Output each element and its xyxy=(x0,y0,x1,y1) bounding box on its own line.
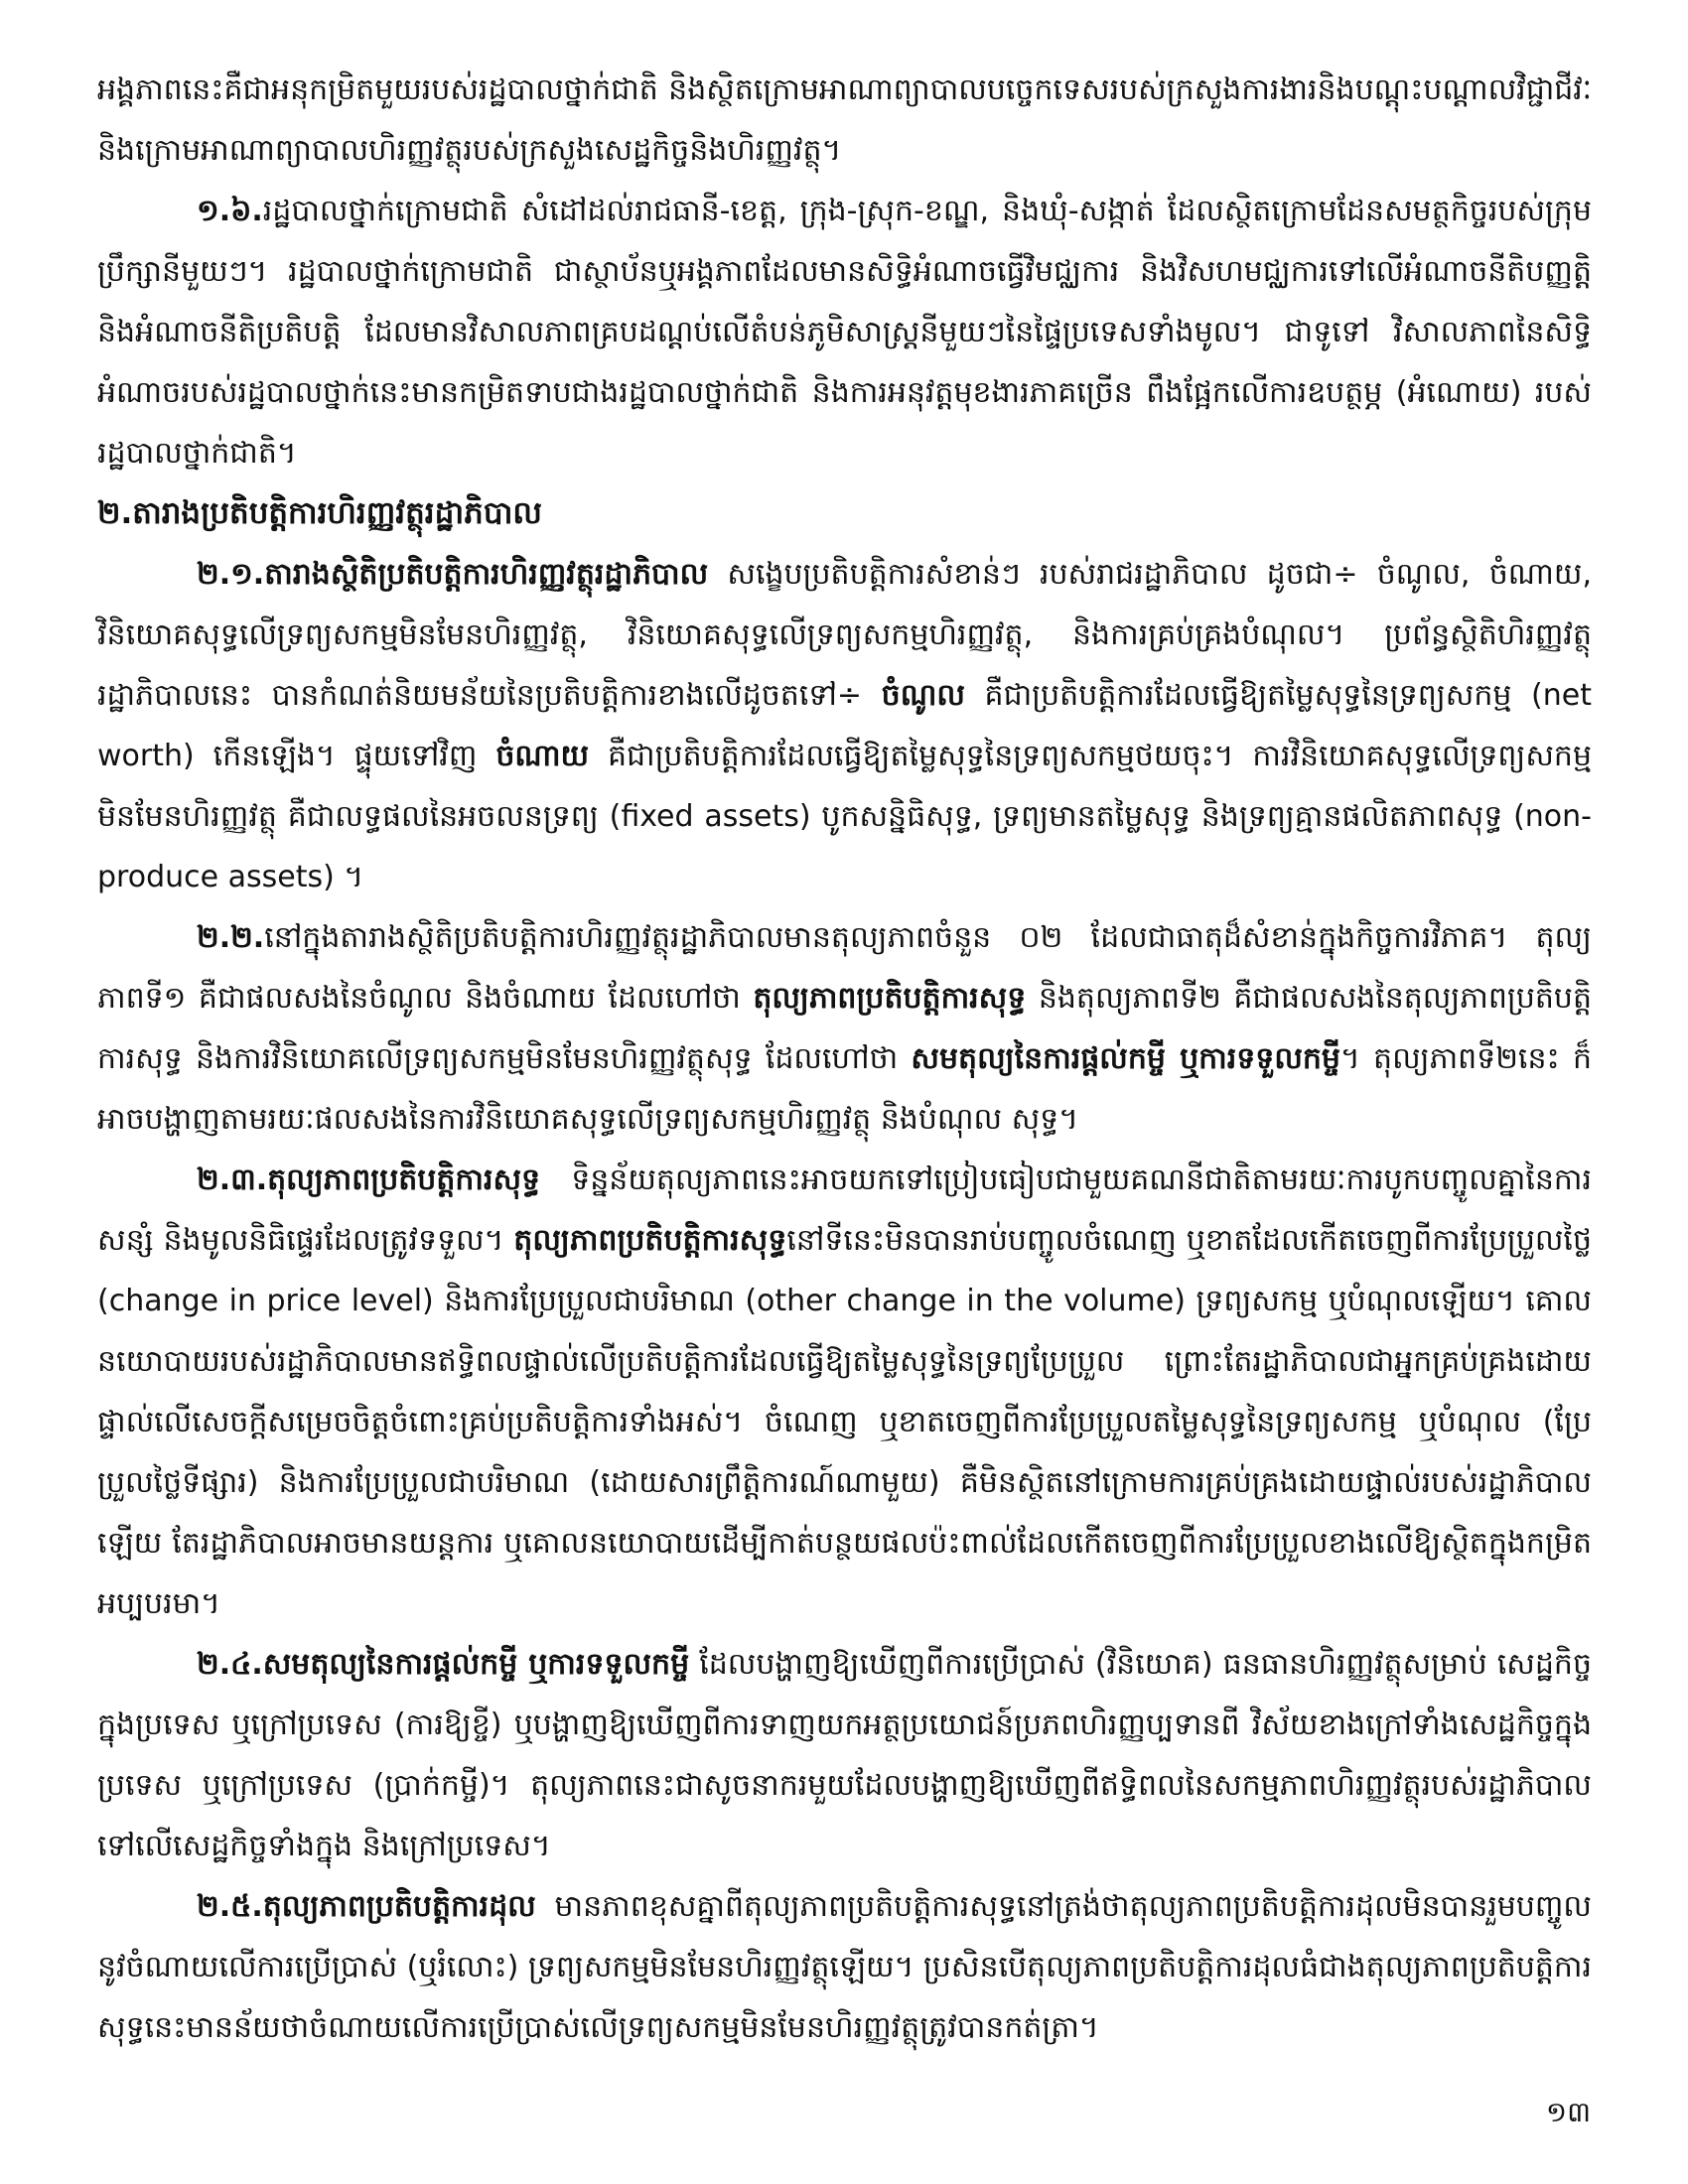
page-number: ១៣ xyxy=(1545,2096,1591,2128)
paragraph-text: គឺជាប្រតិបត្តិការដែលធ្វើឱ្យតម្លៃសុទ្ធនៃទ្រព្យសកម្មថយចុះ។ ការវិនិយោគសុទ្ធលើទ្រព្យសកម្មមិនមែនហិរញ្ញវត្ថុ គឺជាលទ្ធផលនៃអចលនទ្រព្យ (fixed assets) បូកសន្និធិសុទ្ធ, ទ្រព្យមានតម្លៃសុទ្ធ និងទ្រព្យគ្មានផលិតភាពសុទ្ធ (non-produce assets) ។ xyxy=(97,739,1592,894)
paragraph-text: គឺជាប្រតិបត្តិការដែលធ្វើឱ្យតម្លៃសុទ្ធនៃទ្រព្យសកម្ម (net worth) កើនឡើង។ ផ្ទុយទៅវិញ xyxy=(97,678,1592,773)
term-expense: ចំណាយ xyxy=(495,739,590,773)
paragraph-2-5 xyxy=(97,1876,1592,2058)
paragraph-2-2 xyxy=(97,907,1592,1150)
paragraph-text: ដែលបង្ហាញឱ្យឃើញពីការប្រើប្រាស់ (វិនិយោគ) ធនធានហិរញ្ញវត្ថុសម្រាប់ សេដ្ឋកិច្ចក្នុងប្រទេស ឬក្រៅប្រទេស (ការឱ្យខ្ចី) ឬបង្ហាញឱ្យឃើញពីការទាញយកអត្ថប្រយោជន៍ប្រភពហិរញ្ញប្បទានពី វិស័យខាងក្រៅទាំងសេដ្ឋកិច្ចក្នុងប្រទេស ឬក្រៅប្រទេស (ប្រាក់កម្ចី)។ តុល្យភាពនេះជាសូចនាករមួយដែលបង្ហាញឱ្យឃើញពីឥទ្ធិពលនៃសកម្មភាពហិរញ្ញវត្ថុរបស់រដ្ឋាភិបាលទៅលើសេដ្ឋកិច្ចទាំងក្នុង និងក្រៅប្រទេស។ xyxy=(97,1647,1592,1863)
section-title-2-1: ២.១.តារាងស្ថិតិប្រតិបត្តិការហិរញ្ញវត្ថុរដ្ឋាភិបាល xyxy=(197,557,709,592)
paragraph-text: រដ្ឋបាលថ្នាក់ក្រោមជាតិ សំដៅដល់រាជធានី-ខេត្ត, ក្រុង-ស្រុក-ខណ្ឌ, និងឃុំ-សង្កាត់ ដែលស្ថិតក្រោមដែនសមត្ថកិច្ចរបស់ក្រុមប្រឹក្សានីមួយៗ។ រដ្ឋបាលថ្នាក់ក្រោមជាតិ ជាស្ថាប័នឬអង្គភាពដែលមានសិទ្ធិអំណាចធ្វើវិមជ្ឈការ និងវិសហមជ្ឈការទៅលើអំណាចនីតិបញ្ញត្តិ និងអំណាចនីតិប្រតិបត្តិ ដែលមានវិសាលភាពគ្របដណ្តប់លើតំបន់ភូមិសាស្ត្រនីមួយៗនៃផ្ទៃប្រទេសទាំងមូល។ ជាទូទៅ វិសាលភាពនៃសិទ្ធិអំណាចរបស់រដ្ឋបាលថ្នាក់នេះមានកម្រិតទាបជាងរដ្ឋបាលថ្នាក់ជាតិ និងការអនុវត្តមុខងារភាគច្រើន ពឹងផ្អែកលើការឧបត្ថម្ភ (អំណោយ) របស់រដ្ឋបាលថ្នាក់ជាតិ។ xyxy=(97,194,1592,471)
paragraph-2-1 xyxy=(97,544,1592,907)
section-number-1-6: ១.៦. xyxy=(197,194,263,228)
paragraph-text: ។ តុល្យភាពទី២នេះ ក៏អាចបង្ហាញតាមរយៈផលសងនៃការវិនិយោគសុទ្ធលើទ្រព្យសកម្មហិរញ្ញវត្ថុ និងបំណុល សុទ្ធ។ xyxy=(97,1041,1592,1137)
term-net-lending-borrowing: សមតុល្យនៃការផ្តល់កម្ចី ឬការទទួលកម្ចី xyxy=(911,1041,1340,1076)
section-number-2-2: ២.២. xyxy=(197,920,265,955)
section-title-2-3: ២.៣.តុល្យភាពប្រតិបត្តិការសុទ្ធ xyxy=(197,1162,541,1197)
paragraph-2-4 xyxy=(97,1634,1592,1876)
paragraph-text: ទិន្នន័យតុល្យភាពនេះអាចយកទៅប្រៀបធៀបជាមួយគណនីជាតិតាមរយៈការបូកបញ្ចូលគ្នានៃការសន្សំ និងមូលនិធិផ្ទេរដែលត្រូវទទួល។ xyxy=(97,1162,1592,1258)
section-heading-2: ២.តារាងប្រតិបត្តិការហិរញ្ញវត្ថុរដ្ឋាភិបាល xyxy=(97,495,542,531)
paragraph-1-6 xyxy=(97,181,1592,483)
paragraph-text: នៅទីនេះមិនបានរាប់បញ្ចូលចំណេញ ឬខាតដែលកើតចេញពីការប្រែប្រួលថ្លៃ (change in price level) និងការប្រែប្រួលជាបរិមាណ (other change in the volume) ទ្រព្យសកម្ម ឬបំណុលឡើយ។ គោលនយោបាយរបស់រដ្ឋាភិបាលមានឥទ្ធិពលផ្ទាល់លើប្រតិបត្តិការដែលធ្វើឱ្យតម្លៃសុទ្ធនៃទ្រព្យប្រែប្រួល ព្រោះតែរដ្ឋាភិបាលជាអ្នកគ្រប់គ្រងដោយផ្ទាល់លើសេចក្តីសម្រេចចិត្តចំពោះគ្រប់ប្រតិបត្តិការទាំងអស់។ ចំណេញ ឬខាតចេញពីការប្រែប្រួលតម្លៃសុទ្ធនៃទ្រព្យសកម្ម ឬបំណុល (ប្រែប្រួលថ្លៃទីផ្សារ) និងការប្រែប្រួលជាបរិមាណ (ដោយសារព្រឹត្តិការណ៍ណាមួយ) គឺមិនស្ថិតនៅក្រោមការគ្រប់គ្រងដោយផ្ទាល់របស់រដ្ឋាភិបាលឡើយ តែរដ្ឋាភិបាលអាចមានយន្តការ ឬគោលនយោបាយដើម្បីកាត់បន្ថយផលប៉ះពាល់ដែលកើតចេញពីការប្រែប្រួលខាងលើឱ្យស្ថិតក្នុងកម្រិតអប្បបរមា។ xyxy=(97,1223,1592,1621)
paragraph-text: អង្គភាពនេះគឺជាអនុកម្រិតមួយរបស់រដ្ឋបាលថ្នាក់ជាតិ និងស្ថិតក្រោមអាណាព្យាបាលបច្ចេកទេសរបស់ក្រសួងការងារនិងបណ្តុះបណ្តាលវិជ្ជាជីវៈ និងក្រោមអាណាព្យាបាលហិរញ្ញវត្ថុរបស់ក្រសួងសេដ្ឋកិច្ចនិងហិរញ្ញវត្ថុ។ xyxy=(97,72,1592,168)
paragraph-2-3 xyxy=(97,1150,1592,1634)
paragraph-1-5-continuation xyxy=(97,60,1592,181)
paragraph-text: និងតុល្យភាពទី២ គឺជាផលសងនៃតុល្យភាពប្រតិបត្តិការសុទ្ធ និងការវិនិយោគលើទ្រព្យសកម្មមិនមែនហិរញ្ញវត្ថុសុទ្ធ ដែលហៅថា xyxy=(97,981,1592,1076)
term-revenue: ចំណូល xyxy=(881,678,965,713)
paragraph-text: មានភាពខុសគ្នាពីតុល្យភាពប្រតិបត្តិការសុទ្ធនៅត្រង់ថាតុល្យភាពប្រតិបត្តិការដុលមិនបានរួមបញ្ចូលនូវចំណាយលើការប្រើប្រាស់ (ឬរំលោះ) ទ្រព្យសកម្មមិនមែនហិរញ្ញវត្ថុឡើយ។ ប្រសិនបើតុល្យភាពប្រតិបត្តិការដុលធំជាងតុល្យភាពប្រតិបត្តិការសុទ្ធនេះមានន័យថាចំណាយលើការប្រើប្រាស់លើទ្រព្យសកម្មមិនមែនហិរញ្ញវត្ថុត្រូវបានកត់ត្រា។ xyxy=(97,1889,1592,2045)
section-title-2-5: ២.៥.តុល្យភាពប្រតិបត្តិការដុល xyxy=(197,1889,536,1924)
term-net-operating-balance: តុល្យភាពប្រតិបត្តិការសុទ្ធ xyxy=(513,1223,787,1258)
term-net-operating-balance: តុល្យភាពប្រតិបត្តិការសុទ្ធ xyxy=(753,981,1027,1016)
paragraph-text: នៅក្នុងតារាងស្ថិតិប្រតិបត្តិការហិរញ្ញវត្ថុរដ្ឋាភិបាលមានតុល្យភាពចំនួន ០២ ដែលជាធាតុដ៏សំខាន់ក្នុងកិច្ចការវិភាគ។ តុល្យភាពទី១ គឺជាផលសងនៃចំណូល និងចំណាយ ដែលហៅថា xyxy=(97,920,1592,1016)
paragraph-text: សង្ខេបប្រតិបត្តិការសំខាន់ៗ របស់រាជរដ្ឋាភិបាល ដូចជា÷ ចំណូល, ចំណាយ, វិនិយោគសុទ្ធលើទ្រព្យសកម្មមិនមែនហិរញ្ញវត្ថុ, វិនិយោគសុទ្ធលើទ្រព្យសកម្មហិរញ្ញវត្ថុ, និងការគ្រប់គ្រងបំណុល។ ប្រព័ន្ធស្ថិតិហិរញ្ញវត្ថុរដ្ឋាភិបាលនេះ បានកំណត់និយមន័យនៃប្រតិបត្តិការខាងលើដូចតទៅ÷ xyxy=(97,557,1592,713)
document-page xyxy=(97,60,1592,2058)
section-title-2-4: ២.៤.សមតុល្យនៃការផ្តល់កម្ចី ឬការទទួលកម្ចី xyxy=(197,1647,690,1682)
